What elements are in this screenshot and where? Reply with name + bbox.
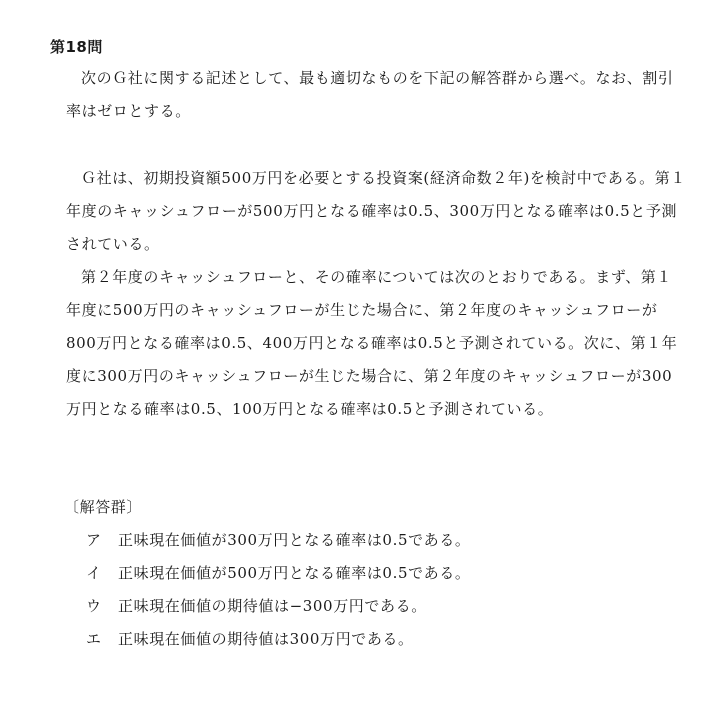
choice-list: [86, 524, 471, 656]
question-prompt: 次のＧ社に関する記述として、最も適切なものを下記の解答群から選べ。なお、割引率はゼロとする。: [66, 69, 674, 120]
choice-label: ア: [86, 531, 102, 549]
choice-e: [86, 623, 471, 656]
choice-text: 正味現在価値が300万円となる確率は0.5である。: [118, 531, 471, 549]
question-number: 第18問: [50, 38, 103, 56]
case-paragraph-1: Ｇ社は、初期投資額500万円を必要とする投資案(経済命数２年)を検討中である。第１年度のキャッシュフローが500万円となる確率は0.5、300万円となる確率は0.5と予測されている。: [66, 169, 686, 253]
choice-a: [86, 524, 471, 557]
case-paragraph-2: 第２年度のキャッシュフローと、その確率については次のとおりである。まず、第１年度に500万円のキャッシュフローが生じた場合に、第２年度のキャッシュフローが800万円となる確率は0.5、400万円となる確率は0.5と予測されている。次に、第１年度に300万円のキャッシュフローが生じた場合に、第２年度のキャッシュフローが300万円となる確率は0.5、100万円となる確率は0.5と予測されている。: [66, 268, 678, 418]
choices-header: 〔解答群〕: [64, 498, 143, 516]
choice-label: イ: [86, 564, 102, 582]
choice-label: エ: [86, 630, 102, 648]
choice-text: 正味現在価値の期待値は−300万円である。: [118, 597, 427, 615]
choice-text: 正味現在価値の期待値は300万円である。: [118, 630, 414, 648]
choice-i: [86, 557, 471, 590]
choice-u: [86, 590, 471, 623]
choice-label: ウ: [86, 597, 102, 615]
choice-text: 正味現在価値が500万円となる確率は0.5である。: [118, 564, 471, 582]
